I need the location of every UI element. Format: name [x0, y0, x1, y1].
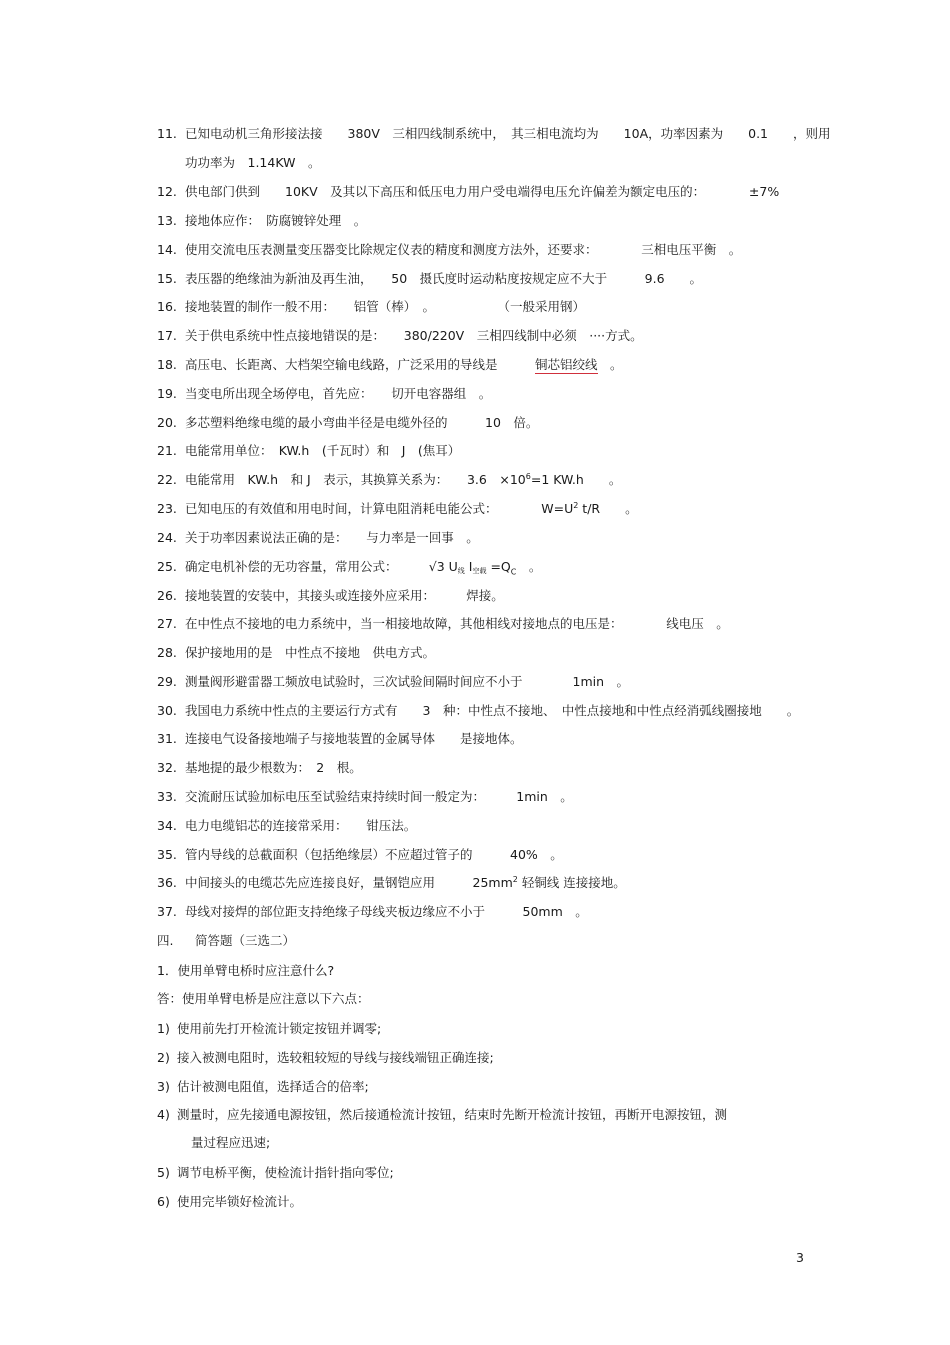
item-number: 21. — [157, 443, 177, 458]
item-text: 电能常用单位： KW.h (千瓦时）和 J (焦耳） — [185, 443, 461, 458]
item-text-end: =1 KW.h 。 — [530, 472, 622, 487]
item-text: 中间接头的电缆芯先应连接良好，量钢铠应用 25mm — [185, 875, 513, 890]
list-item — [157, 441, 460, 461]
item-text: 测量阀形避雷器工频放电试验时，三次试验间隔时间应不小于 1min 。 — [185, 674, 630, 689]
item-text: 保护接地用的是 中性点不接地 供电方式。 — [185, 645, 436, 660]
point-text: 估计被测电阻值，选择适合的倍率; — [177, 1079, 369, 1094]
item-number: 28. — [157, 645, 177, 660]
list-item — [157, 124, 831, 144]
point-number: 4) — [157, 1107, 170, 1122]
point-number: 1) — [157, 1021, 170, 1036]
item-number: 17. — [157, 328, 177, 343]
item-number: 31. — [157, 731, 177, 746]
list-item-continuation — [185, 153, 320, 173]
item-number: 30. — [157, 703, 177, 718]
item-text: 我国电力系统中性点的主要运行方式有 3 种：中性点不接地、 中性点接地和中性点经消弧线圈接地 。 — [185, 703, 800, 718]
item-text: 接地体应作： 防腐镀锌处理 。 — [185, 213, 367, 228]
section-number: 四. — [157, 933, 174, 948]
answer-point — [157, 1019, 381, 1039]
point-text: 使用完毕锁好检流计。 — [177, 1194, 303, 1209]
item-text-end: t/R 。 — [578, 501, 638, 516]
item-text: 使用交流电压表测量变压器变比除规定仪表的精度和测度方法外，还要求： 三相电压平衡 。 — [185, 242, 742, 257]
list-item — [157, 384, 491, 404]
list-item — [157, 470, 621, 490]
point-text: 测量时，应先接通电源按钮，然后接通检流计按钮，结束时先断开检流计按钮，再断开电源按钮，测 — [177, 1107, 728, 1122]
item-number: 26. — [157, 588, 177, 603]
item-text: 关于供电系统中性点接地错误的是： 380/220V 三相四线制中必须 ····方式。 — [185, 328, 643, 343]
list-item — [157, 269, 702, 289]
answer-point — [157, 1163, 394, 1183]
list-item — [157, 182, 779, 202]
list-item — [157, 413, 538, 433]
point-text: 接入被测电阻时，选较粗较短的导线与接线端钮正确连接; — [177, 1050, 494, 1065]
point-text: 量过程应迅速; — [191, 1135, 271, 1150]
item-number: 11. — [157, 126, 177, 141]
subscript: 空载 — [472, 567, 487, 575]
item-number: 20. — [157, 415, 177, 430]
answer-point — [157, 1048, 494, 1068]
answer-point-continuation — [191, 1133, 270, 1153]
item-text: I — [464, 559, 473, 574]
list-item — [157, 557, 541, 577]
item-number: 36. — [157, 875, 177, 890]
point-text: 使用前先打开检流计锁定按钮并调零; — [177, 1021, 382, 1036]
answer-point — [157, 1105, 727, 1125]
list-item — [157, 758, 362, 778]
item-text: 基地提的最少根数为： 2 根。 — [185, 760, 362, 775]
answer-text: 答：使用单臂电桥是应注意以下六点： — [157, 991, 370, 1006]
point-number: 5) — [157, 1165, 170, 1180]
underlined-answer: 铜芯铝绞线 — [535, 357, 598, 372]
item-number: 13. — [157, 213, 177, 228]
list-item — [157, 211, 366, 231]
superscript: 2 — [512, 874, 518, 884]
item-text: 母线对接焊的部位距支持绝缘子母线夹板边缘应不小于 50mm 。 — [185, 904, 588, 919]
question — [157, 961, 334, 981]
item-number: 24. — [157, 530, 177, 545]
list-item — [157, 643, 435, 663]
section-title: 简答题（三选二） — [195, 933, 296, 948]
item-text: 电能常用 KW.h 和 J 表示，其换算关系为： 3.6 ×10 — [185, 472, 526, 487]
item-number: 18. — [157, 357, 177, 372]
item-number: 29. — [157, 674, 177, 689]
page-number: 3 — [796, 1250, 804, 1265]
list-item — [157, 240, 741, 260]
item-number: 25. — [157, 559, 177, 574]
item-text: 供电部门供到 10KV 及其以下高压和低压电力用户受电端得电压允许偏差为额定电压的： ±7% — [185, 184, 780, 199]
answer-intro — [157, 989, 370, 1009]
item-text: 当变电所出现全场停电，首先应： 切开电容器组 。 — [185, 386, 492, 401]
answer-point — [157, 1192, 302, 1212]
list-item — [157, 326, 643, 346]
list-item — [157, 816, 416, 836]
list-item — [157, 873, 626, 893]
item-text-end: 。 — [597, 357, 623, 372]
list-item — [157, 297, 585, 317]
item-text: 接地装置的安装中，其接头或连接外应采用： 焊接。 — [185, 588, 504, 603]
item-text: 表压器的绝缘油为新油及再生油， 50 摄氏度时运动粘度按规定应不大于 9.6 。 — [185, 271, 703, 286]
item-text: 已知电动机三角形接法接 380V 三相四线制系统中， 其三相电流均为 10A，功率因素为 0.1 ，则用 — [185, 126, 831, 141]
item-number: 32. — [157, 760, 177, 775]
item-text-end: 轻铜线 连接接地。 — [517, 875, 626, 890]
item-number: 15. — [157, 271, 177, 286]
item-text: 高压电、长距离、大档架空输电线路，广泛采用的导线是 — [185, 357, 536, 372]
list-item — [157, 701, 799, 721]
list-item — [157, 586, 504, 606]
answer-point — [157, 1077, 369, 1097]
item-number: 35. — [157, 847, 177, 862]
item-number: 19. — [157, 386, 177, 401]
item-number: 12. — [157, 184, 177, 199]
item-text-end: 。 — [516, 559, 542, 574]
subscript: C — [510, 567, 517, 577]
item-text: 在中性点不接地的电力系统中，当一相接地故障，其他相线对接地点的电压是： 线电压 。 — [185, 616, 729, 631]
section-heading — [157, 931, 295, 951]
item-text: 电力电缆铝芯的连接常采用： 钳压法。 — [185, 818, 417, 833]
point-number: 2) — [157, 1050, 170, 1065]
item-text: 关于功率因素说法正确的是： 与力率是一回事 。 — [185, 530, 479, 545]
list-item — [157, 499, 638, 519]
point-text: 调节电桥平衡，使检流计指针指向零位; — [177, 1165, 394, 1180]
item-number: 16. — [157, 299, 177, 314]
item-text: 多芯塑料绝缘电缆的最小弯曲半径是电缆外径的 10 倍。 — [185, 415, 539, 430]
list-item — [157, 672, 629, 692]
list-item — [157, 902, 588, 922]
item-text: 功功率为 1.14KW 。 — [185, 155, 321, 170]
list-item — [157, 355, 623, 375]
item-number: 34. — [157, 818, 177, 833]
subscript: 线 — [457, 567, 465, 575]
superscript: 2 — [573, 500, 579, 510]
item-number: 23. — [157, 501, 177, 516]
point-number: 6) — [157, 1194, 170, 1209]
question-text: 1．使用单臂电桥时应注意什么? — [157, 963, 335, 978]
point-number: 3) — [157, 1079, 170, 1094]
list-item — [157, 729, 523, 749]
list-item — [157, 787, 573, 807]
list-item — [157, 528, 479, 548]
list-item — [157, 845, 563, 865]
item-number: 27. — [157, 616, 177, 631]
item-number: 14. — [157, 242, 177, 257]
item-text: 连接电气设备接地端子与接地装置的金属导体 是接地体。 — [185, 731, 523, 746]
item-text: 已知电压的有效值和用电时间，计算电阻消耗电能公式： W=U — [185, 501, 574, 516]
item-number: 33. — [157, 789, 177, 804]
list-item — [157, 614, 729, 634]
item-text: =Q — [486, 559, 511, 574]
item-text: 接地装置的制作一般不用： 铝管（棒） 。 （一般采用钢） — [185, 299, 586, 314]
item-text: 交流耐压试验加标电压至试验结束持续时间一般定为： 1min 。 — [185, 789, 573, 804]
superscript: 6 — [525, 471, 531, 481]
item-number: 37. — [157, 904, 177, 919]
item-number: 22. — [157, 472, 177, 487]
item-text: 管内导线的总截面积（包括绝缘层）不应超过管子的 40% 。 — [185, 847, 563, 862]
item-text: 确定电机补偿的无功容量，常用公式： √3 U — [185, 559, 458, 574]
